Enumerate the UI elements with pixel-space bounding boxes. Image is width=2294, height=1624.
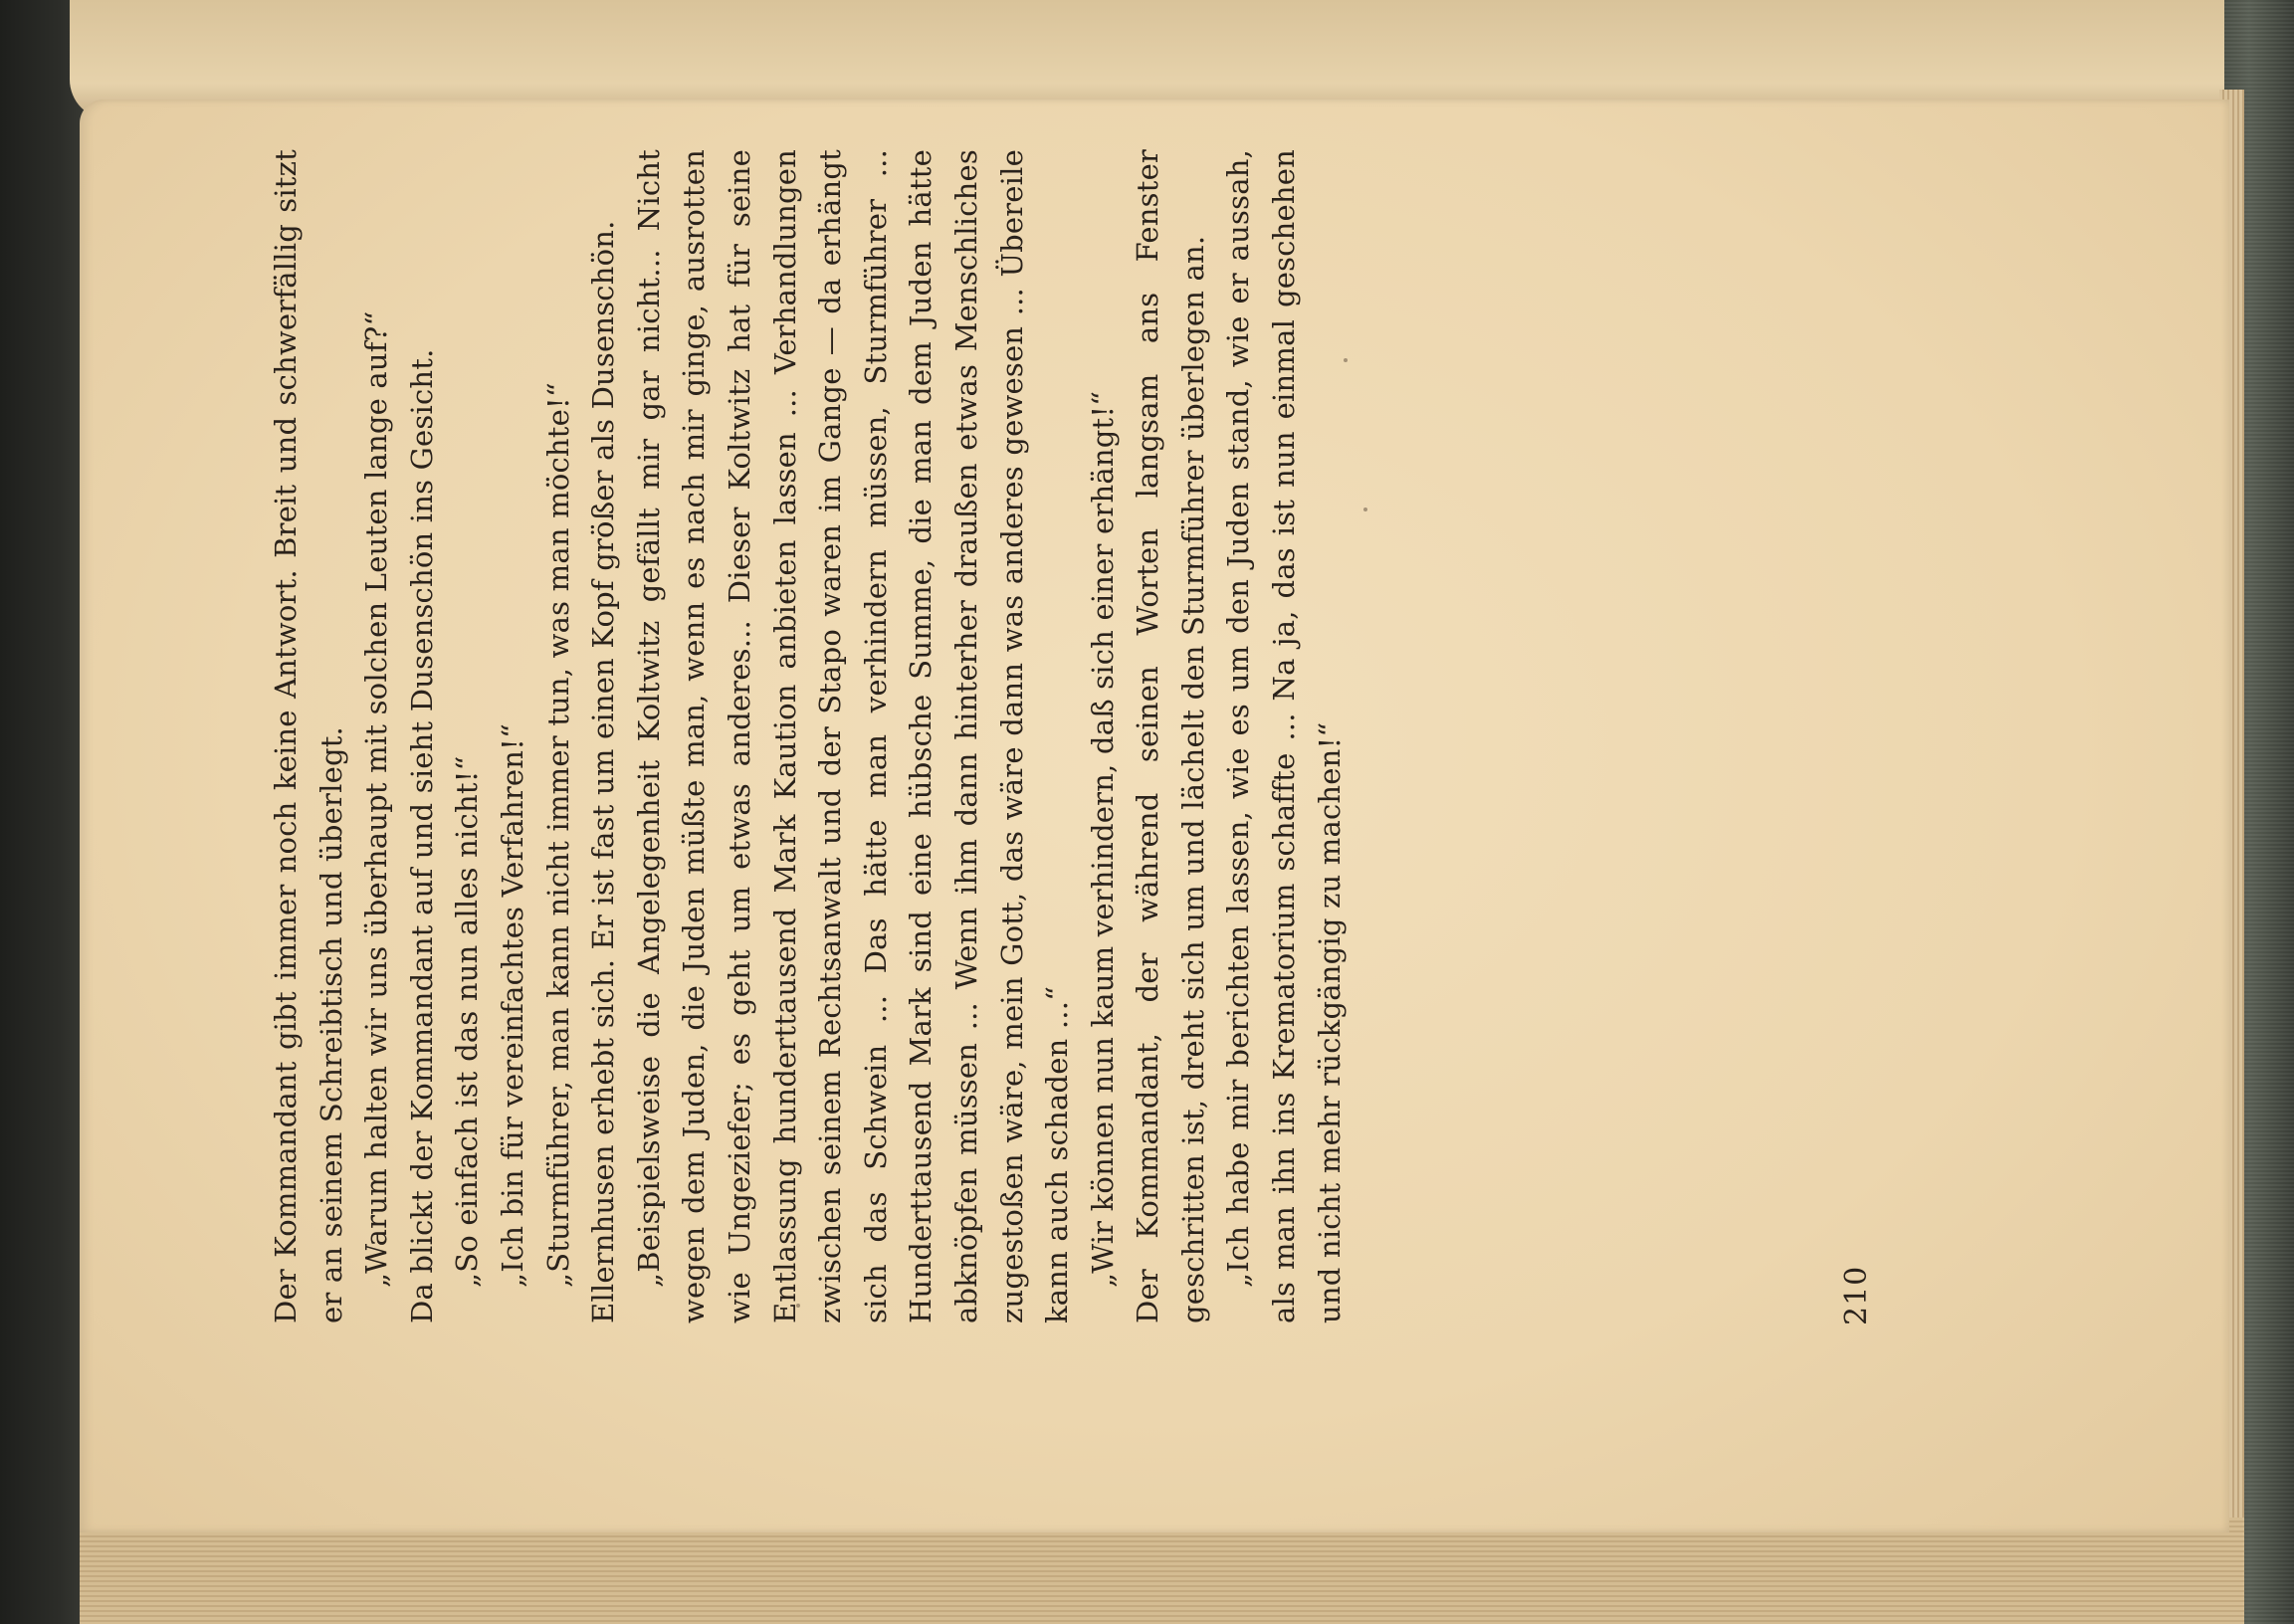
paragraph: „Ich habe mir berichten lassen, wie es um den Juden stand, wie er aussah, als man ihn ins Krematorium schaffte ... Na ja, das ist nun einmal geschehen und nicht mehr rückgängig zu machen!“ xyxy=(1221,149,1347,1323)
page-text-block xyxy=(264,149,1353,1323)
paragraph: Da blickt der Kommandant auf und sieht Dusenschön ins Gesicht. xyxy=(404,348,439,1323)
paragraph: Ellernhusen erhebt sich. Er ist fast um einen Kopf größer als Dusenschön. xyxy=(586,220,621,1323)
paragraph: „Warum halten wir uns überhaupt mit solchen Leuten lange auf?“ xyxy=(359,310,394,1288)
page-number: 210 xyxy=(1839,1265,1874,1325)
paragraph: Der Kommandant gibt immer noch keine Antwort. Breit und schwerfällig sitzt er an seinem Schreibtisch und überlegt. xyxy=(269,149,348,1323)
scan-speck xyxy=(1363,508,1367,511)
paragraph: „Ich bin für vereinfachtes Verfahren!“ xyxy=(495,722,529,1288)
paragraph: „Sturmführer, man kann nicht immer tun, was man möchte!“ xyxy=(540,382,575,1288)
page-edges-bottom xyxy=(80,1518,2244,1624)
paragraph: „So einfach ist das nun alles nicht!“ xyxy=(450,755,485,1288)
paragraph: „Beispielsweise die Angelegenheit Koltwitz gefällt mir gar nicht... Nicht wegen dem Juden, die Juden müßte man, wenn es nach mir ginge, ausrotten wie Ungeziefer; es geht um etwas anderes... Dieser Koltwitz hat für seine Entlassung hunderttausend Mark Kaution anbieten lassen ... Verhandlungen zwischen seinem Rechtsanwalt und der Stapo waren im Gange — da erhängt sich das Schwein ... Das hätte man verhindern müssen, Sturmführer ... Hunderttausend Mark sind eine hübsche Summe, die man dem Juden hätte abknöpfen müssen ... Wenn ihm dann hinterher draußen etwas Menschliches zugestoßen wäre, mein Gott, das wäre dann was anderes gewesen ... Übereile kann auch schaden ...“ xyxy=(631,149,1075,1323)
paragraph: „Wir können nun kaum verhindern, daß sich einer erhängt!“ xyxy=(1085,390,1120,1288)
paragraph: Der Kommandant, der während seinen Worten langsam ans Fenster geschritten ist, dreht sich um und lächelt den Sturmführer überlegen an. xyxy=(1131,149,1210,1323)
